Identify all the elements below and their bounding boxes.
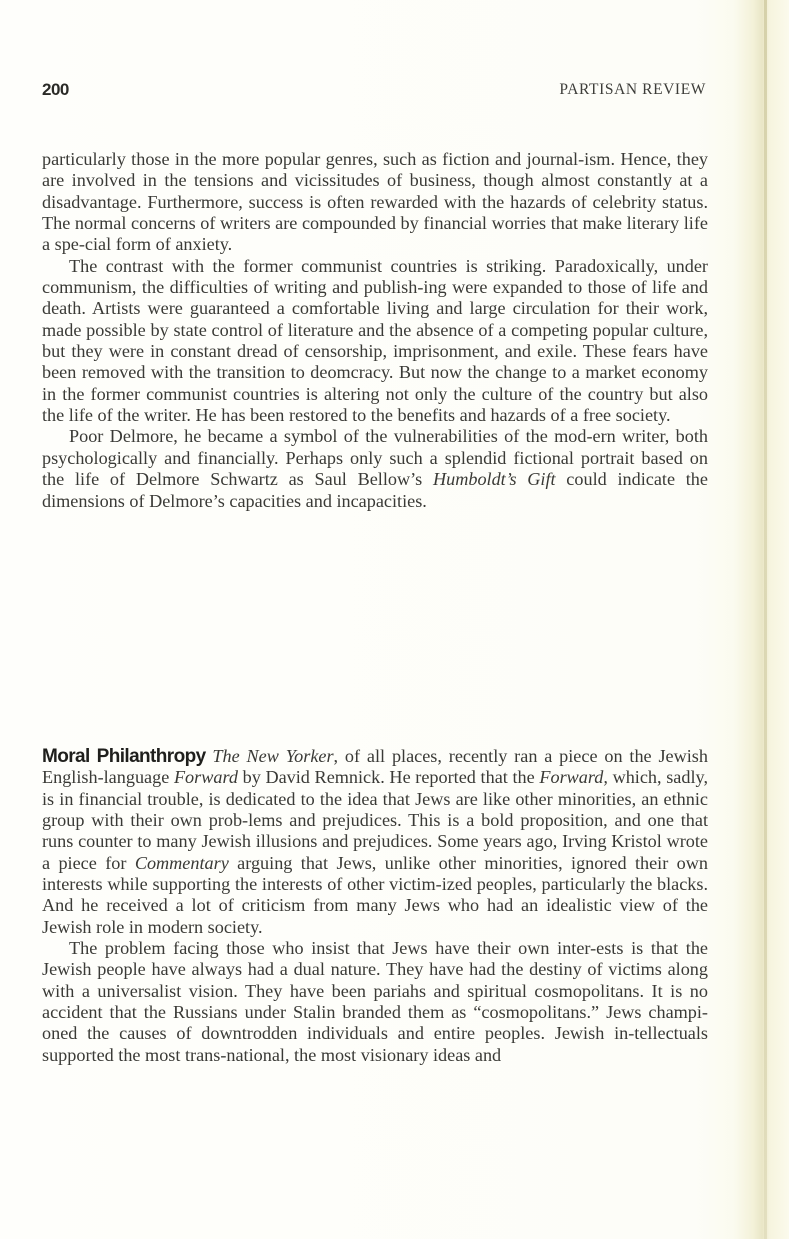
page-gutter-shadow [764, 0, 767, 1239]
publication-title: Commentary [134, 852, 229, 873]
paragraph-text: Poor Delmore, he became a symbol of the vulnerabilities of the mod-ern writer, both psychologically and financially. Perhaps only such a splendid fictional portrait based on the life of Delmore Schwartz as Saul Bellow’s [42, 426, 708, 490]
paragraph-text: could indicate the dimensions of Delmore’s capacities and incapacities. [42, 469, 708, 511]
book-title-humboldts-gift: Humboldt’s Gift [432, 469, 556, 490]
section-1-body [42, 149, 708, 512]
paragraph [42, 426, 708, 511]
paragraph-text: particularly those in the more popular genres, such as fiction and journal-ism. Hence, they are involved in the tensions and vicissitudes of business, though almost constantly at a disadvantage. Furthermore, success is often rewarded with the hazards of celebrity status. The normal concerns of writers are compounded by financial worries that make literary life a spe-cial form of anxiety. [42, 149, 708, 255]
publication-title: The New Yorker [212, 746, 334, 766]
paragraph-text: arguing that Jews, unlike other minorities, ignored their own interests while supporting the interests of other victim-ized peoples, particularly the blacks. And he received a lot of criticism from many Jews who had an idealistic view of the Jewish role in modern society. [42, 852, 708, 937]
journal-title: PARTISAN REVIEW [559, 81, 706, 98]
page-number: 200 [42, 80, 69, 99]
paragraph [42, 256, 708, 427]
paragraph [42, 149, 708, 256]
paragraph-text: which, sadly, is in financial trouble, is dedicated to the idea that Jews are like other minorities, an ethnic group with their own prob-lems and prejudices. This is a bold proposition, and one that runs counter to many Jewish illusions and prejudices. Some years ago, Irving Kristol wrote a piece for [42, 767, 708, 873]
paragraph [42, 938, 708, 1066]
section-2-body [42, 746, 708, 1066]
publication-title: Forward, [539, 767, 608, 788]
paragraph-text: by David Remnick. He reported that the [237, 767, 540, 788]
paragraph [42, 746, 708, 938]
section-heading: Moral Philanthropy [42, 746, 206, 767]
paragraph-text: The problem facing those who insist that Jews have their own inter-ests is that the Jewish people have always had a dual nature. They have had the destiny of victims along with a universalist vision. They have been pariahs and spiritual cosmopolitans. It is no accident that the Russians under Stalin branded them as “cosmopolitans.” Jews champi-oned the causes of downtrodden individuals and entire peoples. Jewish in-tellectuals supported the most trans-national, the most visionary ideas and [42, 938, 708, 1065]
paragraph-text: The contrast with the former communist countries is striking. Paradoxically, under communism, the difficulties of writing and publish-ing were expanded to those of life and death. Artists were guaranteed a comfortable living and large circulation for their work, made possible by state control of literature and the absence of a competing popular culture, but they were in constant dread of censorship, imprisonment, and exile. These fears have been removed with the transition to deomcracy. But now the change to a market economy in the former communist countries is altering not only the culture of the country but also the life of the writer. He has been restored to the benefits and hazards of a free society. [42, 255, 708, 426]
publication-title: Forward [173, 767, 238, 788]
paragraph-text: , of all places, recently ran a piece on the Jewish English-language [42, 746, 708, 788]
running-head [42, 80, 706, 104]
